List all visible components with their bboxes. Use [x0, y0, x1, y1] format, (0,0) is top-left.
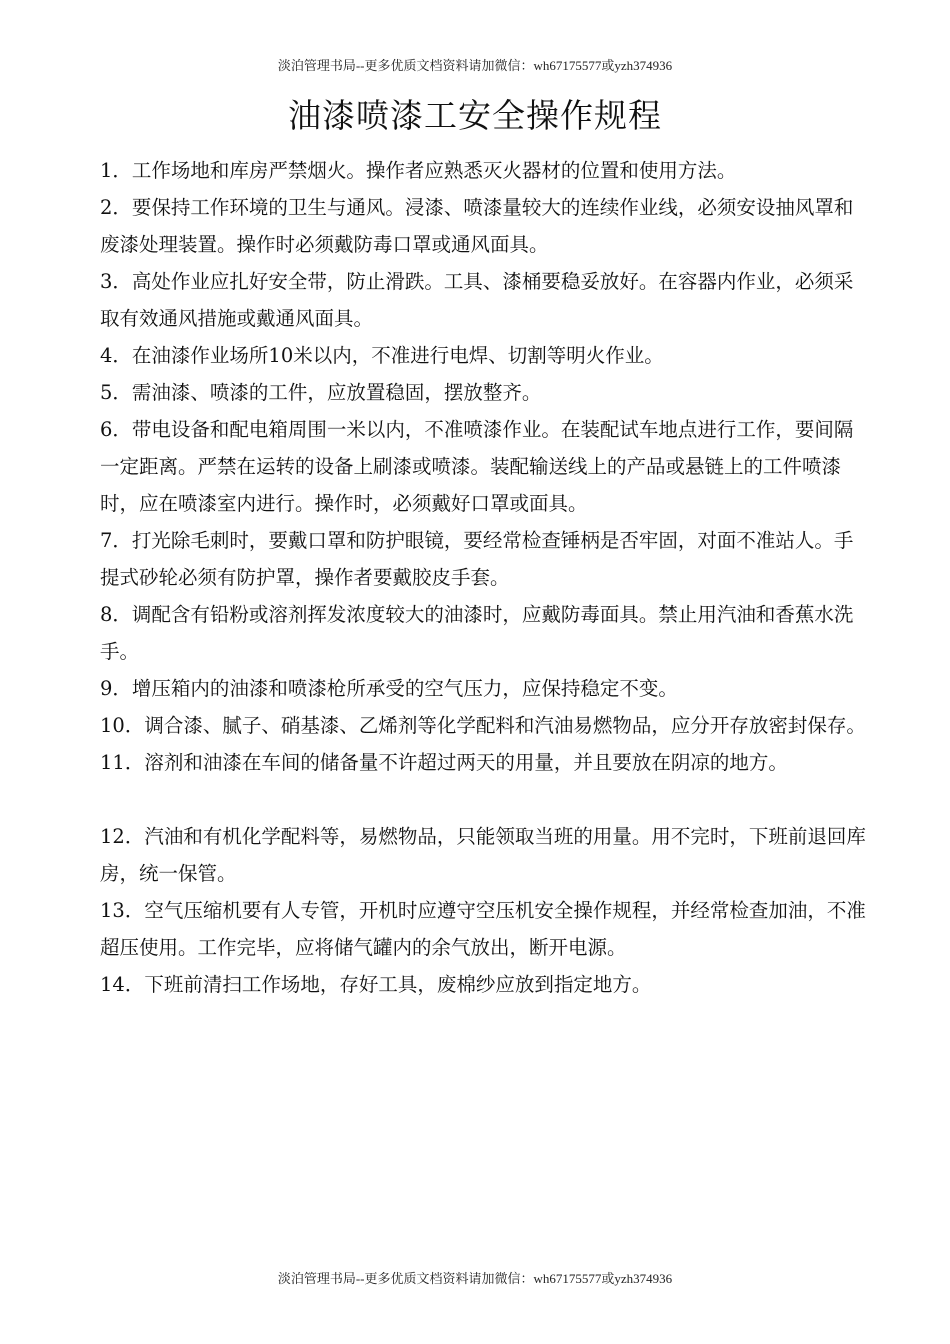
- clause-number: 12．: [100, 825, 145, 848]
- clause-3: [100, 263, 870, 337]
- clause-13: [100, 892, 870, 966]
- clause-number: 1．: [100, 159, 132, 182]
- clause-number: 5．: [100, 381, 132, 404]
- clause-5: [100, 374, 870, 411]
- clause-text: 调合漆、腻子、硝基漆、乙烯剂等化学配料和汽油易燃物品，应分开存放密封保存。: [144, 714, 866, 737]
- clause-9: [100, 670, 870, 707]
- clause-4: [100, 337, 870, 374]
- clause-number: 10．: [100, 714, 145, 737]
- clause-text: 溶剂和油漆在车间的储备量不许超过两天的用量，并且要放在阴凉的地方。: [144, 751, 788, 774]
- clause-number: 4．: [100, 344, 132, 367]
- clause-number: 14．: [100, 973, 145, 996]
- clause-text: 高处作业应扎好安全带，防止滑跌。工具、漆桶要稳妥放好。在容器内作业，必须采取有效通风措施或戴通风面具。: [100, 270, 854, 330]
- clause-text: 调配含有铅粉或溶剂挥发浓度较大的油漆时，应戴防毒面具。禁止用汽油和香蕉水洗手。: [100, 603, 854, 663]
- clause-number: 3．: [100, 270, 132, 293]
- page-header: 淡泊管理书局--更多优质文档资料请加微信：wh67175577或yzh374936: [277, 58, 673, 73]
- page-footer: 淡泊管理书局--更多优质文档资料请加微信：wh67175577或yzh374936: [277, 1271, 673, 1286]
- clause-text: 在油漆作业场所10米以内，不准进行电焊、切割等明火作业。: [131, 344, 664, 367]
- clause-number: 2．: [100, 196, 132, 219]
- clause-text: 增压箱内的油漆和喷漆枪所承受的空气压力，应保持稳定不变。: [131, 677, 678, 700]
- clause-text: 带电设备和配电箱周围一米以内，不准喷漆作业。在装配试车地点进行工作，要间隔一定距离。严禁在运转的设备上刷漆或喷漆。装配输送线上的产品或悬链上的工件喷漆时，应在喷漆室内进行。操作时，必须戴好口罩或面具。: [100, 418, 854, 515]
- clause-text: 需油漆、喷漆的工件，应放置稳固，摆放整齐。: [131, 381, 542, 404]
- clause-number: 11．: [100, 751, 145, 774]
- clause-14: [100, 966, 870, 1003]
- clause-2: [100, 189, 870, 263]
- clause-6: [100, 411, 870, 522]
- clause-number: 6．: [100, 418, 132, 441]
- clause-12: [100, 818, 870, 892]
- clause-number: 9．: [100, 677, 132, 700]
- clause-text: 要保持工作环境的卫生与通风。浸漆、喷漆量较大的连续作业线，必须安设抽风罩和废漆处理装置。操作时必须戴防毒口罩或通风面具。: [100, 196, 854, 256]
- clause-1: [100, 152, 870, 189]
- clause-8: [100, 596, 870, 670]
- document-body: [100, 152, 870, 1003]
- clause-text: 下班前清扫工作场地，存好工具，废棉纱应放到指定地方。: [144, 973, 652, 996]
- clause-11: [100, 744, 870, 781]
- clause-text: 空气压缩机要有人专管，开机时应遵守空压机安全操作规程，并经常检查加油，不准超压使用。工作完毕，应将储气罐内的余气放出，断开电源。: [100, 899, 866, 959]
- clause-text: 汽油和有机化学配料等，易燃物品，只能领取当班的用量。用不完时，下班前退回库房，统一保管。: [100, 825, 866, 885]
- clause-number: 8．: [100, 603, 132, 626]
- clause-7: [100, 522, 870, 596]
- clause-number: 13．: [100, 899, 145, 922]
- clause-number: 7．: [100, 529, 132, 552]
- clause-text: 打光除毛刺时，要戴口罩和防护眼镜，要经常检查锤柄是否牢固，对面不准站人。手提式砂轮必须有防护罩，操作者要戴胶皮手套。: [100, 529, 854, 589]
- clause-10: [100, 707, 870, 744]
- document-title: 油漆喷漆工安全操作规程: [288, 96, 662, 135]
- clause-text: 工作场地和库房严禁烟火。操作者应熟悉灭火器材的位置和使用方法。: [131, 159, 737, 182]
